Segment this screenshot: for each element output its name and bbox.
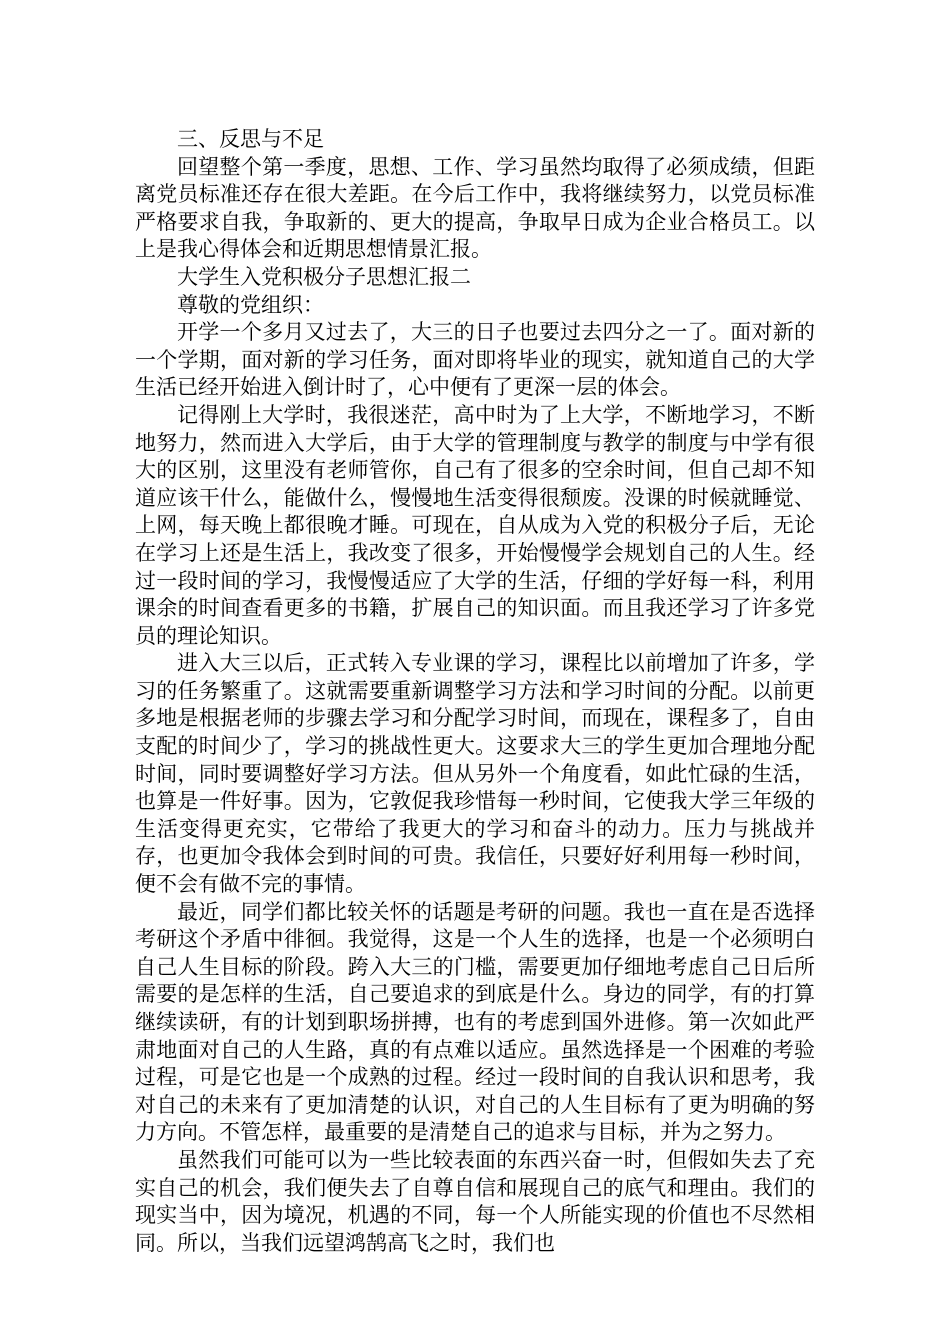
salutation: 尊敬的党组织：	[177, 292, 324, 317]
section-heading: 三、反思与不足	[177, 127, 324, 151]
report-title: 大学生入党积极分子思想汇报二	[177, 264, 471, 289]
body-paragraph-3: 进入大三以后，正式转入专业课的学习，课程比以前增加了许多，学习的任务繁重了。这就需要重新调整学习方法和学习时间的分配。以前更多地是根据老师的步骤去学习和分配学习时间，而现在，课程多了，自由支配的时间少了，学习的挑战性更大。这要求大三的学生更加合理地分配时间，同时要调整好学习方法。但从另外一个角度看，如此忙碌的生活，也算是一件好事。因为，它敦促我珍惜每一秒时间，它使我大学三年级的生活变得更充实，它带给了我更大的学习和奋斗的动力。压力与挑战并存，也更加令我体会到时间的可贵。我信任，只要好好利用每一秒时间，便不会有做不完的事情。	[135, 651, 815, 897]
body-paragraph-1: 开学一个多月又过去了，大三的日子也要过去四分之一了。面对新的一个学期，面对新的学习任务，面对即将毕业的现实，就知道自己的大学生活已经开始进入倒计时了，心中便有了更深一层的体会。	[135, 320, 815, 400]
document-page	[135, 126, 815, 1257]
body-paragraph-5: 虽然我们可能可以为一些比较表面的东西兴奋一时，但假如失去了充实自己的机会，我们便失去了自尊自信和展现自己的底气和理由。我们的现实当中，因为境况，机遇的不同，每一个人所能实现的价值也不尽然相同。所以，当我们远望鸿鹄高飞之时，我们也	[135, 1147, 815, 1255]
body-paragraph-2: 记得刚上大学时，我很迷茫，高中时为了上大学，不断地学习，不断地努力，然而进入大学后，由于大学的管理制度与教学的制度与中学有很大的区别，这里没有老师管你，自己有了很多的空余时间，但自己却不知道应该干什么，能做什么，慢慢地生活变得很颓废。没课的时候就睡觉、上网，每天晚上都很晚才睡。可现在，自从成为入党的积极分子后，无论在学习上还是生活上，我改变了很多，开始慢慢学会规划自己的人生。经过一段时间的学习，我慢慢适应了大学的生活，仔细的学好每一科，利用课余的时间查看更多的书籍，扩展自己的知识面。而且我还学习了许多党员的理论知识。	[135, 402, 815, 648]
reflection-paragraph: 回望整个第一季度，思想、工作、学习虽然均取得了必须成绩，但距离党员标准还存在很大差距。在今后工作中，我将继续努力，以党员标准严格要求自我，争取新的、更大的提高，争取早日成为企业合格员工。以上是我心得体会和近期思想情景汇报。	[135, 154, 815, 262]
body-paragraph-4: 最近，同学们都比较关怀的话题是考研的问题。我也一直在是否选择考研这个矛盾中徘徊。我觉得，这是一个人生的选择，也是一个必须明白自己人生目标的阶段。跨入大三的门槛，需要更加仔细地考虑自己日后所需要的是怎样的生活，自己要追求的到底是什么。身边的同学，有的打算继续读研，有的计划到职场拼搏，也有的考虑到国外进修。第一次如此严肃地面对自己的人生路，真的有点难以适应。虽然选择是一个困难的考验过程，可是它也是一个成熟的过程。经过一段时间的自我认识和思考，我对自己的未来有了更加清楚的认识，对自己的人生目标有了更为明确的努力方向。不管怎样，最重要的是清楚自己的追求与目标，并为之努力。	[135, 899, 815, 1145]
